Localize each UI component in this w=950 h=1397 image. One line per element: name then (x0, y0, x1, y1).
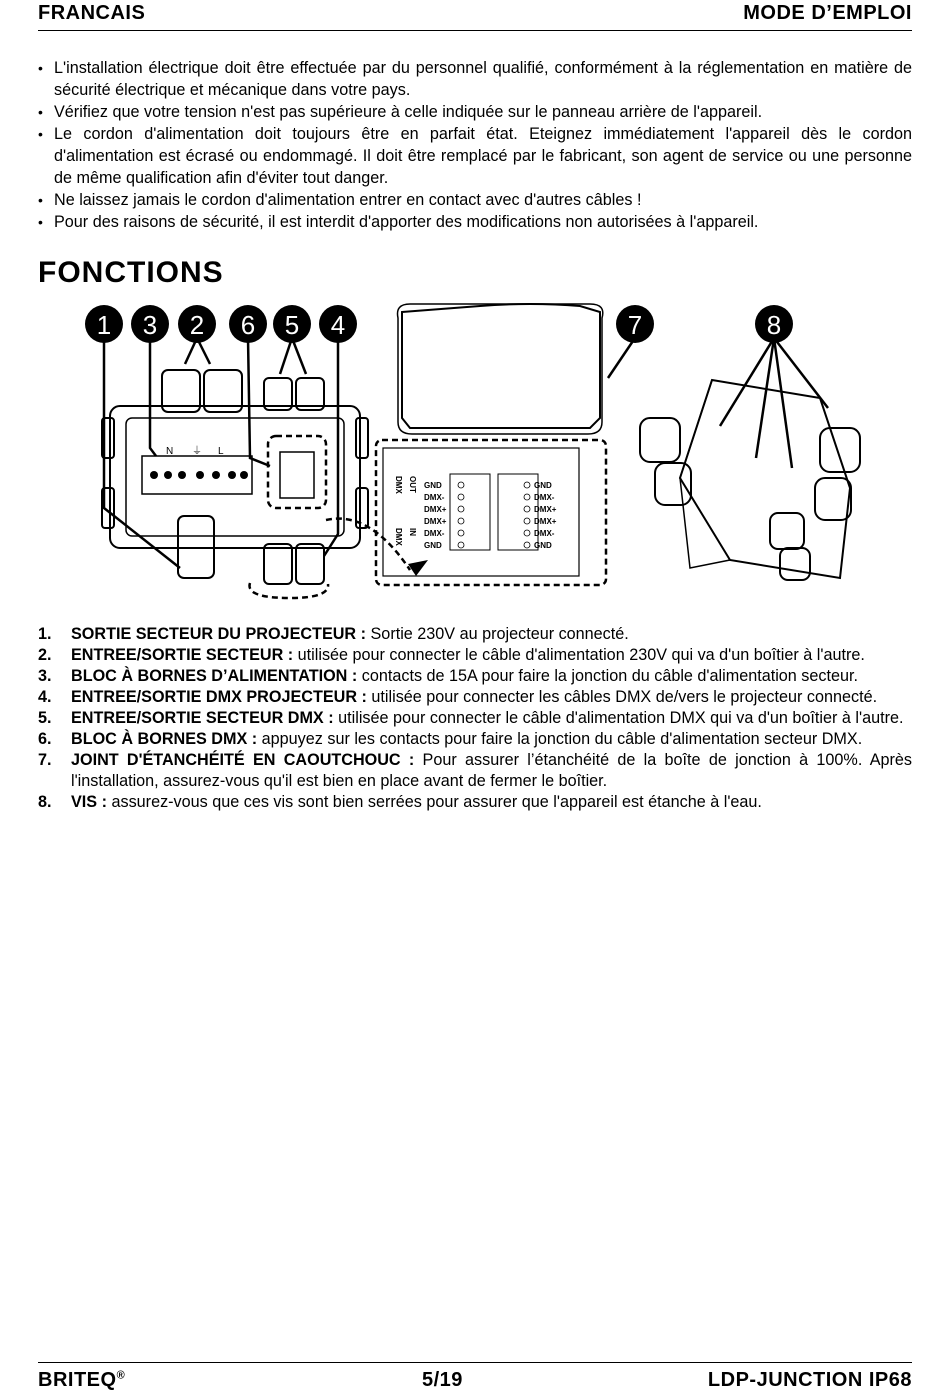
callout-2: 2 (189, 310, 205, 340)
dmx-left-label: DMX- (424, 529, 445, 538)
feature-text: Sortie 230V au projecteur connecté. (366, 625, 629, 643)
lid-gasket (402, 304, 600, 428)
dmx-right-label: DMX+ (534, 517, 557, 526)
feature-text: assurez-vous que ces vis sont bien serrées pour assurer que l'appareil est étanche à l'eau. (106, 793, 762, 811)
dmx-side-label: IN (408, 528, 417, 536)
feature-number: 5. (38, 709, 52, 727)
dmx-left-label: DMX+ (424, 505, 447, 514)
feature-text: Pour assurer l’étanchéité de la boîte de jonction à 100%. Après l'installation, assurez-vous qu'il est bien en place avant de fermer le boîtier. (71, 751, 912, 790)
feature-title: VIS : (71, 793, 107, 811)
safety-bullet: • Ne laissez jamais le cordon d'alimentation entrer en contact avec d'autres câbles ! (38, 189, 912, 211)
dmx-right-label: DMX- (534, 529, 555, 538)
feature-title: BLOC À BORNES D’ALIMENTATION : (71, 667, 358, 685)
dmx-left-label: DMX- (424, 493, 445, 502)
feature-title: SORTIE SECTEUR DU PROJECTEUR : (71, 625, 367, 643)
feature-item (38, 645, 912, 666)
feature-number: 2. (38, 646, 52, 664)
feature-item (38, 687, 912, 708)
feature-number: 3. (38, 667, 52, 685)
feature-text: utilisée pour connecter le câble d'alimentation DMX qui va d'un boîtier à l'autre. (333, 709, 904, 727)
header-doc-title: MODE D’EMPLOI (743, 2, 912, 24)
section-title: FONCTIONS (38, 256, 224, 289)
dmx-side-label: DMX (394, 476, 403, 494)
safety-list (38, 57, 912, 233)
dmx-right-label: GND (534, 541, 552, 550)
feature-text: utilisée pour connecter les câbles DMX de/vers le projecteur connecté. (366, 688, 878, 706)
feature-number: 4. (38, 688, 52, 706)
feature-item (38, 708, 912, 729)
callout-6: 6 (240, 310, 256, 340)
feature-title: BLOC À BORNES DMX : (71, 730, 258, 748)
feature-number: 6. (38, 730, 52, 748)
footer-page-number: 5/19 (422, 1369, 463, 1391)
callout-markers (85, 305, 793, 343)
dmx-side-label: DMX (394, 528, 403, 546)
terminal-label-ground: ⏚ (192, 446, 202, 457)
header-language: FRANCAIS (38, 2, 146, 24)
feature-item (38, 792, 912, 813)
callout-4: 4 (330, 310, 346, 340)
callout-8: 8 (766, 310, 782, 340)
feature-item (38, 666, 912, 687)
feature-item (38, 729, 912, 750)
dmx-left-label: DMX+ (424, 517, 447, 526)
footer-brand-name: BRITEQ (38, 1369, 117, 1391)
callout-5: 5 (284, 310, 300, 340)
feature-title: ENTREE/SORTIE DMX PROJECTEUR : (71, 688, 367, 706)
callout-7: 7 (627, 310, 643, 340)
callout-1: 1 (96, 310, 112, 340)
page-header (38, 0, 912, 31)
feature-text: contacts de 15A pour faire la jonction du câble d'alimentation secteur. (357, 667, 858, 685)
feature-item (38, 624, 912, 645)
terminal-label-n: N (166, 446, 174, 457)
footer-model: LDP-JUNCTION IP68 (707, 1369, 912, 1391)
safety-bullet: • Vérifiez que votre tension n'est pas supérieure à celle indiquée sur le panneau arrière de l'appareil. (38, 101, 912, 123)
footer-registered-mark: ® (116, 1369, 126, 1382)
feature-title: ENTREE/SORTIE SECTEUR DMX : (71, 709, 334, 727)
dmx-terminal-block (268, 436, 326, 508)
dmx-panel (376, 440, 606, 585)
safety-bullet: • Le cordon d'alimentation doit toujours être en parfait état. Eteignez immédiatement l'appareil dès le cordon d'alimentation est écrasé ou endommagé. Il doit être remplacé par le fabricant, son agent de service ou une personne de même qualification afin d'éviter tout danger. (38, 123, 912, 189)
terminal-label-l: L (218, 446, 224, 457)
safety-bullet: • Pour des raisons de sécurité, il est interdit d'apporter des modifications non autorisées à l'appareil. (38, 211, 912, 233)
footer-brand (38, 1369, 125, 1392)
junction-box-figure (80, 298, 930, 603)
feature-text: appuyez sur les contacts pour faire la jonction du câble d'alimentation secteur DMX. (257, 730, 863, 748)
feature-title: ENTREE/SORTIE SECTEUR : (71, 646, 294, 664)
features-list (38, 624, 912, 813)
dmx-right-label: GND (534, 481, 552, 490)
feature-number: 8. (38, 793, 52, 811)
dmx-side-label: OUT (408, 476, 417, 493)
feature-item (38, 750, 912, 792)
feature-text: utilisée pour connecter le câble d'alimentation 230V qui va d'un boîtier à l'autre. (293, 646, 865, 664)
dmx-left-label: GND (424, 541, 442, 550)
feature-number: 1. (38, 625, 52, 643)
dmx-right-label: DMX- (534, 493, 555, 502)
safety-bullet: • L'installation électrique doit être effectuée par du personnel qualifié, conformément à la réglementation en matière de sécurité électrique et mécanique dans votre pays. (38, 57, 912, 101)
feature-title: JOINT D'ÉTANCHÉITÉ EN CAOUTCHOUC : (71, 751, 415, 769)
callout-3: 3 (142, 310, 158, 340)
feature-number: 7. (38, 751, 52, 769)
page-footer (38, 1362, 912, 1395)
dmx-right-label: DMX+ (534, 505, 557, 514)
dmx-left-label: GND (424, 481, 442, 490)
